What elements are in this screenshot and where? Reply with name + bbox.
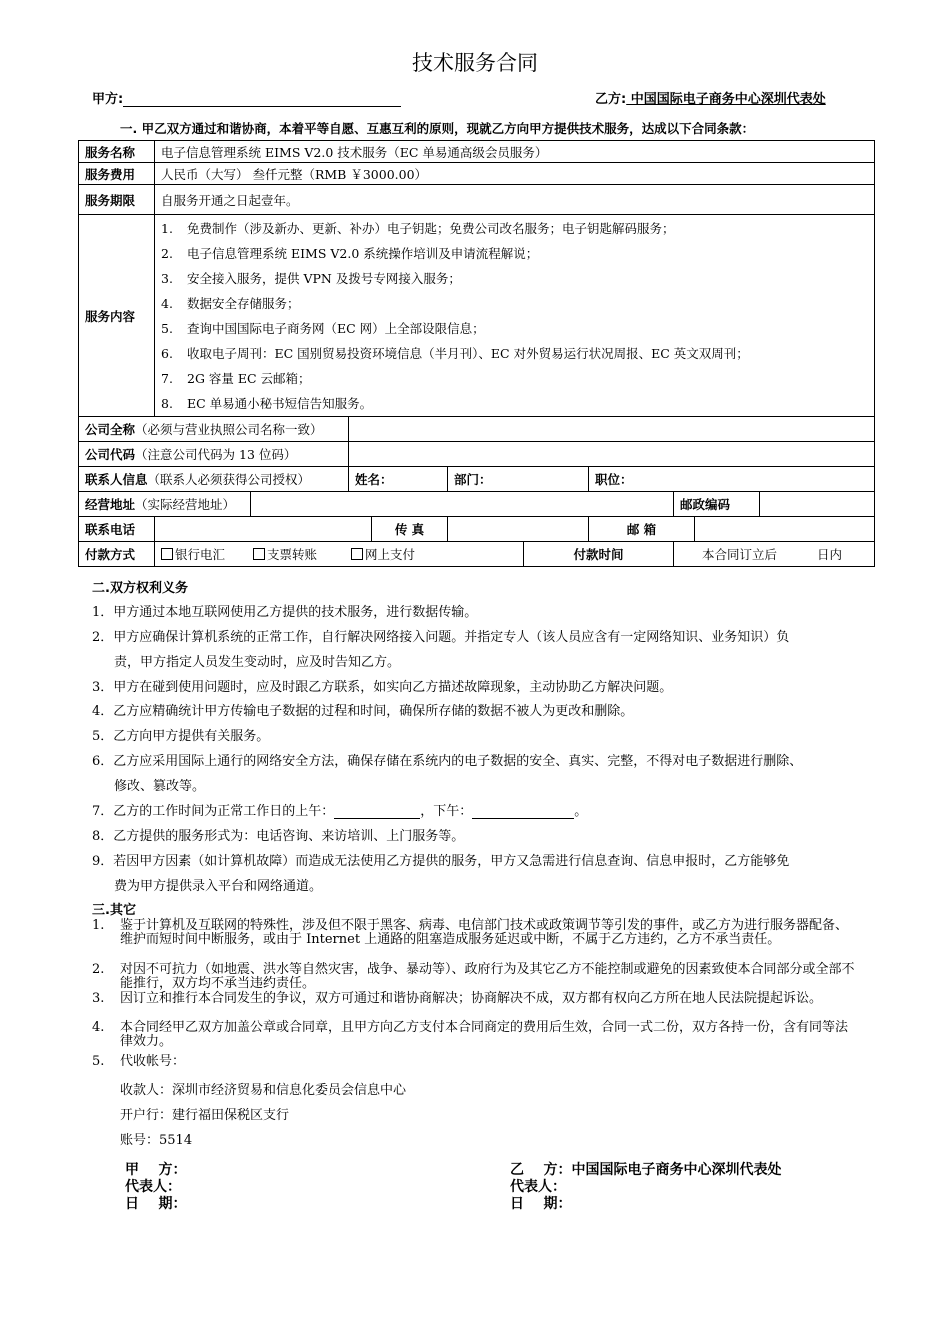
s2-item-5: 5．乙方向甲方提供有关服务。 (92, 729, 270, 744)
s2-item-6: 6．乙方应采用国际上通行的网络安全方法，确保存储在系统内的电子数据的安全、真实、完整，不得对电子数据进行删除、 (92, 754, 803, 769)
s2-item-4: 4．乙方应精确统计甲方传输电子数据的过程和时间，确保所存储的数据不被人为更改和删除。 (92, 704, 634, 719)
period-label: 服务期限 (79, 185, 155, 215)
check-transfer-checkbox[interactable]: 支票转账 (253, 547, 317, 562)
party-a-date: 日 期： (125, 1196, 187, 1212)
pay-time-label: 付款时间 (524, 542, 674, 567)
afternoon-hours-blank[interactable] (472, 804, 574, 819)
party-b-line (595, 88, 826, 107)
email-field[interactable] (695, 517, 875, 542)
company-code-field[interactable] (349, 442, 875, 467)
company-name-field[interactable] (349, 417, 875, 442)
online-pay-checkbox[interactable]: 网上支付 (351, 547, 415, 562)
fax-field[interactable] (448, 517, 589, 542)
address-label-cell: 经营地址（实际经营地址） (79, 492, 251, 517)
service-name-value: 电子信息管理系统 EIMS V2.0 技术服务（EC 单易通高级会员服务） (155, 141, 875, 163)
party-a-line (92, 88, 401, 107)
s2-item-3: 3．甲方在碰到使用问题时，应及时跟乙方联系，如实向乙方描述故障现象，主动协助乙方解决问题。 (92, 680, 673, 695)
address-field[interactable] (251, 492, 674, 517)
party-b-rep: 代表人： (510, 1179, 566, 1195)
contact-name-field[interactable]: 姓名： (349, 467, 448, 492)
postcode-label: 邮政编码 (674, 492, 760, 517)
s2-item-6-cont: 修改、篡改等。 (114, 779, 206, 794)
bank-transfer-checkbox[interactable]: 银行电汇 (161, 547, 225, 562)
service-table (78, 140, 875, 567)
pay-options (155, 542, 524, 567)
document-title: 技术服务合同 (412, 51, 538, 75)
s2-item-8: 8．乙方提供的服务形式为：电话咨询、来访培训、上门服务等。 (92, 829, 465, 844)
list-item: 4. 数据安全存储服务； (161, 296, 300, 311)
s2-item-1: 1．甲方通过本地互联网使用乙方提供的技术服务，进行数据传输。 (92, 605, 478, 620)
pay-days-blank[interactable] (777, 549, 817, 563)
list-item: 1. 免费制作（涉及新办、更新、补办）电子钥匙；免费公司改名服务；电子钥匙解码服务； (161, 221, 675, 236)
list-item: 3. 安全接入服务，提供 VPN 及拨号专网接入服务； (161, 271, 461, 286)
fax-label: 传 真 (372, 517, 448, 542)
list-item: 6. 收取电子周刊：EC 国别贸易投资环境信息（半月刊）、EC 对外贸易运行状况周报、EC 英文双周刊； (161, 346, 749, 361)
s2-item-7: 7．乙方的工作时间为正常工作日的上午： ，下午： 。 (92, 804, 588, 819)
content-cell (155, 215, 875, 417)
intro-text: 一. 甲乙双方通过和谐协商，本着平等自愿、互惠互利的原则，现就乙方向甲方提供技术服务，达成以下合同条款： (120, 121, 755, 136)
period-value: 自服务开通之日起壹年。 (155, 185, 875, 215)
s2-item-2-cont: 责，甲方指定人员发生变动时，应及时告知乙方。 (114, 655, 401, 670)
party-a-blank[interactable] (123, 92, 401, 107)
party-b-value: 中国国际电子商务中心深圳代表处 (626, 92, 826, 107)
payee: 收款人：深圳市经济贸易和信息化委员会信息中心 (120, 1083, 407, 1098)
account: 账号：5514 (120, 1133, 193, 1148)
party-b-date: 日 期： (510, 1196, 572, 1212)
party-a-sign: 甲 方： (125, 1162, 187, 1178)
signature-party-a (125, 1162, 187, 1213)
s2-item-9-cont: 费为甲方提供录入平台和网络通道。 (114, 879, 323, 894)
phone-field[interactable] (155, 517, 372, 542)
list-item: 2. 电子信息管理系统 EIMS V2.0 系统操作培训及申请流程解说； (161, 246, 539, 261)
contact-dept-field[interactable]: 部门： (448, 467, 589, 492)
section2-heading: 二.双方权利义务 (92, 581, 188, 596)
fee-value: 人民币（大写） 叁仟元整（RMB ￥3000.00） (155, 163, 875, 185)
fee-label: 服务费用 (79, 163, 155, 185)
list-item: 8. EC 单易通小秘书短信告知服务。 (161, 396, 373, 411)
bank: 开户行：建行福田保税区支行 (120, 1108, 290, 1123)
list-item: 5. 查询中国国际电子商务网（EC 网）上全部设限信息； (161, 321, 485, 336)
company-code-label-cell: 公司代码（注意公司代码为 13 位码） (79, 442, 349, 467)
pay-time-value-cell: 本合同订立后 日内 (674, 542, 875, 567)
contact-position-field[interactable]: 职位： (589, 467, 875, 492)
pay-method-label: 付款方式 (79, 542, 155, 567)
email-label: 邮 箱 (589, 517, 695, 542)
content-label: 服务内容 (79, 215, 155, 417)
signature-party-b (510, 1162, 782, 1213)
party-a-label: 甲方: (92, 92, 124, 107)
morning-hours-blank[interactable] (334, 804, 420, 819)
content-list (161, 216, 868, 416)
party-b-sign: 乙 方：中国国际电子商务中心深圳代表处 (510, 1162, 782, 1178)
phone-label: 联系电话 (79, 517, 155, 542)
list-item: 7. 2G 容量 EC 云邮箱； (161, 371, 311, 386)
postcode-field[interactable] (760, 492, 875, 517)
party-a-rep: 代表人： (125, 1179, 181, 1195)
company-name-label-cell: 公司全称（必须与营业执照公司名称一致） (79, 417, 349, 442)
s2-item-9: 9．若因甲方因素（如计算机故障）而造成无法使用乙方提供的服务，甲方又急需进行信息查询、信息申报时，乙方能够免 (92, 854, 790, 869)
section3-heading: 三.其它 (92, 903, 136, 918)
party-b-label: 乙方: (595, 92, 627, 107)
service-name-label: 服务名称 (79, 141, 155, 163)
s2-item-2: 2．甲方应确保计算机系统的正常工作，自行解决网络接入问题。并指定专人（该人员应含有一定网络知识、业务知识）负 (92, 630, 790, 645)
contact-label-cell: 联系人信息（联系人必须获得公司授权） (79, 467, 349, 492)
